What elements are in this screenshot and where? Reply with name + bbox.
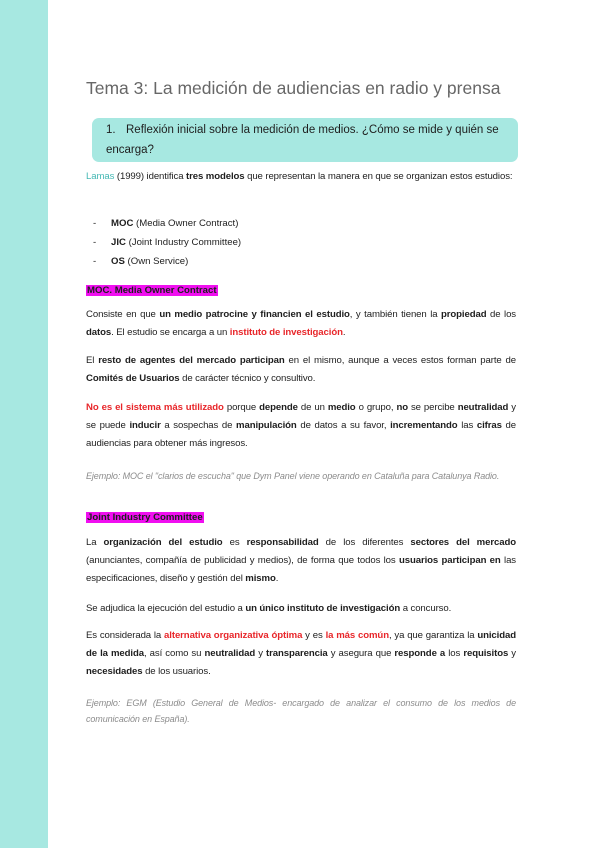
section-number: 1. <box>106 124 116 136</box>
list-item: - JIC (Joint Industry Committee) <box>93 237 242 248</box>
list-item: - MOC (Media Owner Contract) <box>93 218 239 229</box>
jic-paragraph-1: La organización del estudio es responsabilidad de los diferentes sectores del mercado (anunciantes, compañía de publicidad y medios), de forma que todos los usuarios participan en las especificaciones, diseño y gestión del mismo. <box>86 537 516 584</box>
moc-example: Ejemplo: MOC el "clarios de escucha" que Dym Panel viene operando en Cataluña para Catalunya Radio. <box>86 471 500 481</box>
section-title: Reflexión inicial sobre la medición de medios. ¿Cómo se mide y quién se encarga? <box>106 124 499 156</box>
intro-paragraph: Lamas (1999) identifica tres modelos que representan la manera en que se organizan estos estudios: <box>86 171 513 182</box>
section-header-box <box>92 118 518 162</box>
list-item: - OS (Own Service) <box>93 256 189 267</box>
jic-example: Ejemplo: EGM (Estudio General de Medios- encargado de analizar el consumo de los medios de comunicación en España). <box>86 698 516 724</box>
section-header <box>106 120 506 160</box>
jic-heading: Joint Industry Committee <box>87 512 203 523</box>
moc-paragraph-3: No es el sistema más utilizado porque depende de un medio o grupo, no se percibe neutralidad y se puede inducir a sospechas de manipulación de datos a su favor, incrementando las cifras de audiencias para obtener más ingresos. <box>86 402 516 449</box>
jic-paragraph-3: Es considerada la alternativa organizativa óptima y es la más común, ya que garantiza la unicidad de la medida, así como su neutralidad y transparencia y asegura que responde a los requisitos y necesidades de los usuarios. <box>86 630 517 677</box>
jic-paragraph-2: Se adjudica la ejecución del estudio a un único instituto de investigación a concurso. <box>86 603 452 614</box>
moc-paragraph-1: Consiste en que un medio patrocine y financien el estudio, y también tienen la propiedad de los datos. El estudio se encarga a un instituto de investigación. <box>86 309 516 338</box>
moc-heading: MOC. Media Owner Contract <box>87 285 217 296</box>
side-accent-bar <box>0 0 48 848</box>
moc-paragraph-2: El resto de agentes del mercado participan en el mismo, aunque a veces estos forman parte de Comités de Usuarios de carácter técnico y consultivo. <box>86 355 516 384</box>
author-link[interactable]: Lamas <box>86 171 115 182</box>
page-title: Tema 3: La medición de audiencias en radio y prensa <box>86 78 501 98</box>
